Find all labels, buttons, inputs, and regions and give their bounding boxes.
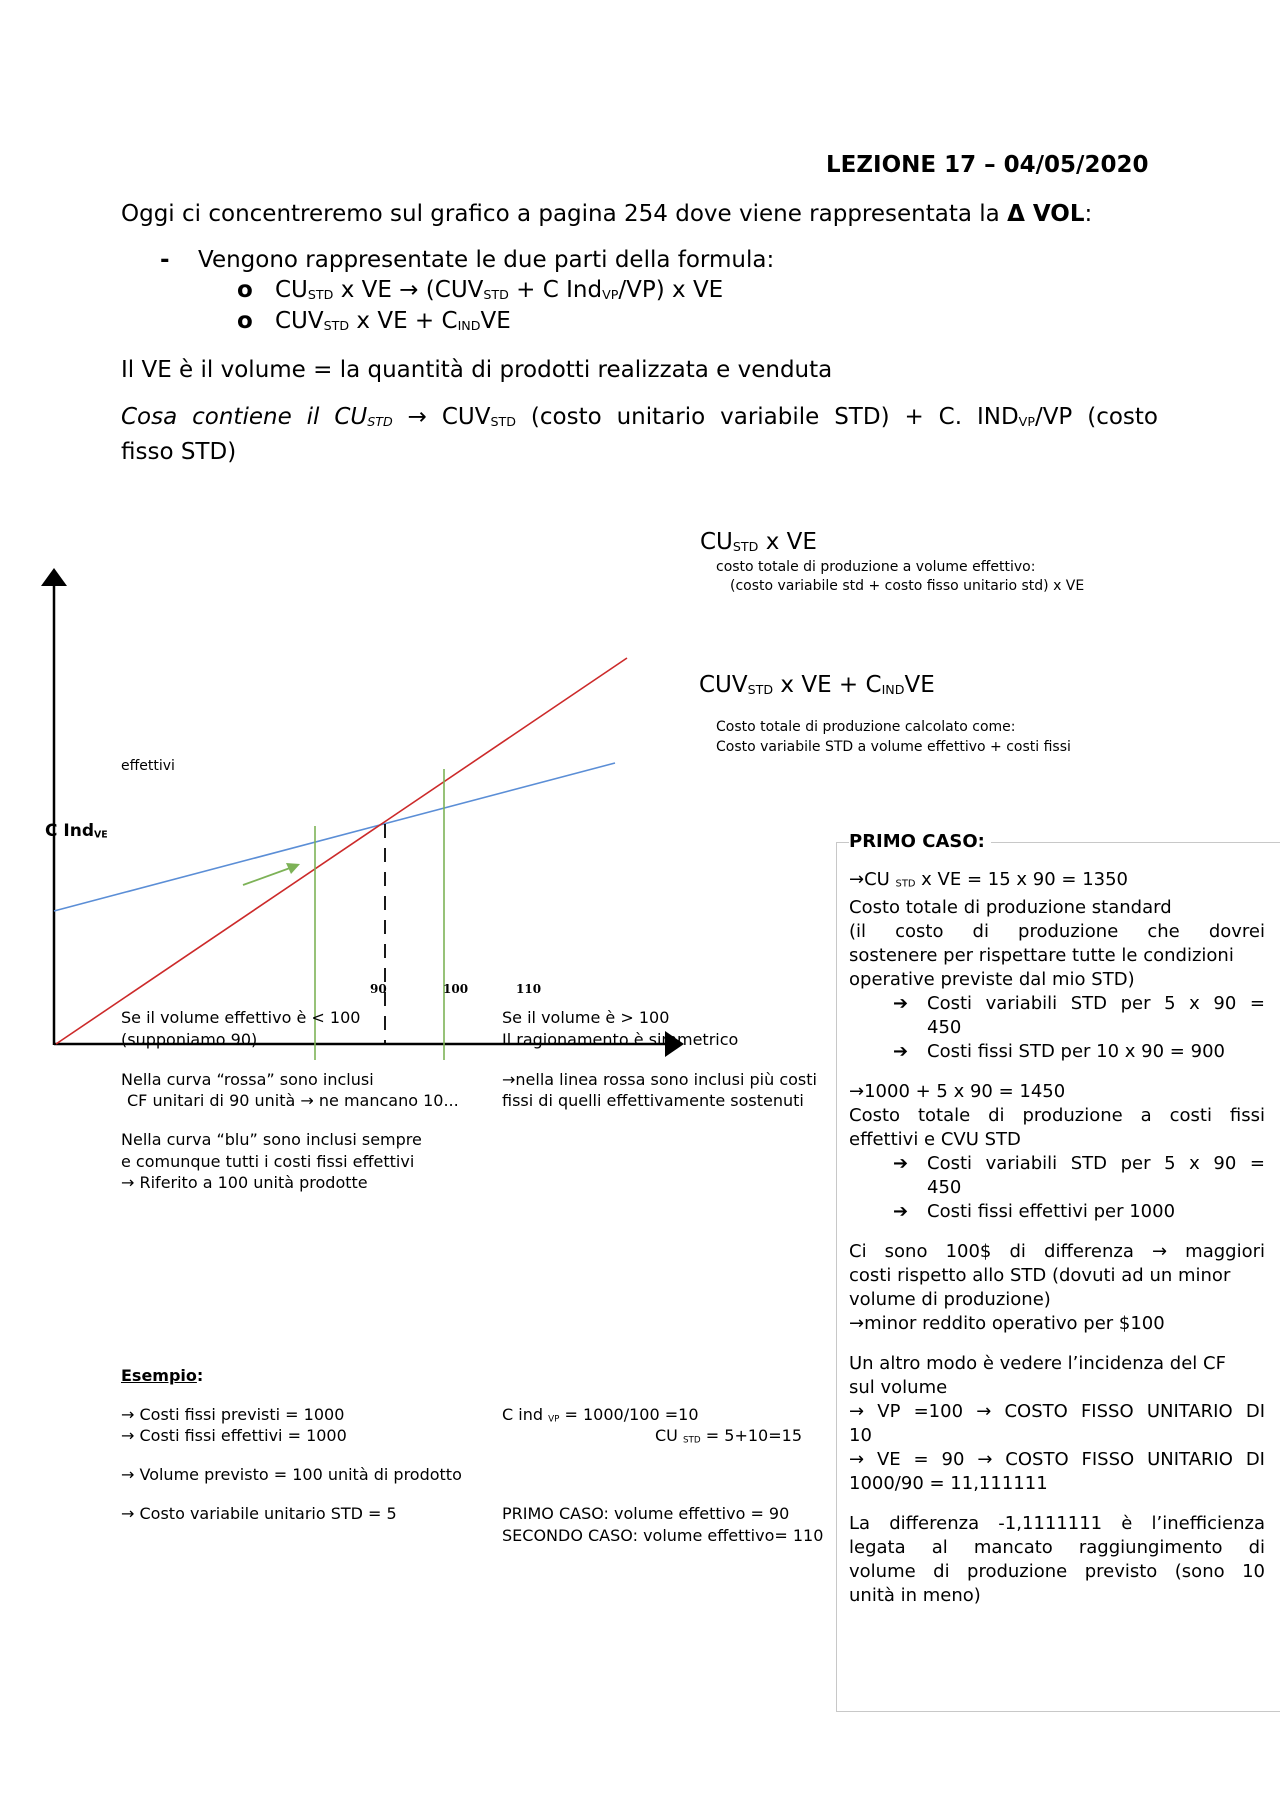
box-u3: → VP =100 → COSTO FISSO UNITARIO DI (849, 1401, 1265, 1423)
box-q2: Costo totale di produzione a costi fissi (849, 1105, 1265, 1127)
tick-label-100: 100 (443, 982, 469, 996)
box-e1: La differenza -1,1111111 è l’inefficienza (849, 1513, 1265, 1535)
y-axis-label-text: C Ind (45, 821, 94, 841)
arrow-icon: ➔ (893, 1201, 909, 1223)
note-right-2: Il ragionamento è simmetrico (502, 1030, 739, 1049)
box-u6: 1000/90 = 11,111111 (849, 1473, 1048, 1495)
legend-blue-formula (699, 670, 935, 705)
ve-definition: Il VE è il volume = la quantità di prodotti realizzata e venduta (121, 357, 833, 383)
legend-blue-desc1: Costo totale di produzione calcolato come: (716, 719, 1016, 735)
delta-vol: Δ VOL (1007, 201, 1085, 227)
legend-blue-desc2: Costo variabile STD a volume effettivo + costi fissi (716, 739, 1071, 755)
ex-r2-sub: STD (682, 1435, 701, 1446)
ex-r2a: CU (655, 1426, 683, 1445)
bullet-dash: - (160, 247, 170, 273)
box-q1: →1000 + 5 x 90 = 1450 (849, 1081, 1066, 1103)
sub-bullet: o (237, 308, 253, 334)
note-left-3: Nella curva “rossa” sono inclusi (121, 1070, 374, 1089)
box-p1b: x VE = 15 x 90 = 1350 (915, 869, 1128, 890)
box-d1: Ci sono 100$ di differenza → maggiori (849, 1241, 1265, 1263)
ex-r1b: = 1000/100 =10 (559, 1405, 699, 1424)
esempio-cu (655, 1425, 802, 1451)
f1-d: /VP) x VE (618, 277, 724, 303)
legend-red-desc1: costo totale di produzione a volume effettivo: (716, 559, 1036, 575)
esempio-title: Esempio (121, 1366, 197, 1385)
box-gap (849, 1064, 1265, 1080)
f1-b-sub: STD (483, 286, 509, 302)
red-cost-line (56, 658, 627, 1044)
note-right-1: Se il volume è > 100 (502, 1008, 670, 1027)
esempio-heading (121, 1365, 203, 1387)
y-axis-arrow (41, 568, 67, 586)
box-s1 (849, 992, 1265, 1040)
legend-red-desc2: (costo variabile std + costo fisso unitario std) x VE (730, 578, 1085, 594)
box-s1a: Costi variabili STD per 5 x 90 = (927, 993, 1265, 1015)
box-gap (849, 1496, 1265, 1512)
lr-a-sub: STD (732, 538, 759, 554)
tick-label-90: 90 (370, 982, 387, 996)
note-left-2: (supponiamo 90) (121, 1030, 258, 1049)
note-left-1: Se il volume effettivo è < 100 (121, 1008, 361, 1027)
box-d2: costi rispetto allo STD (dovuti ad un minor (849, 1265, 1231, 1287)
lb-c: VE (904, 672, 935, 698)
box-s1b: 450 (927, 1017, 962, 1039)
esempio-secondo-caso: SECONDO CASO: volume effettivo= 110 (502, 1526, 824, 1545)
cu-ital-sub: STD (367, 413, 393, 429)
box-s3 (849, 1152, 1265, 1200)
esempio-colon: : (196, 1366, 204, 1385)
f1-c: + C Ind (508, 277, 603, 303)
ex-r1-sub: VP (548, 1414, 560, 1425)
box-e2: legata al mancato raggiungimento di (849, 1537, 1265, 1559)
box-p4: sostenere per rispettare tutte le condizioni (849, 945, 1234, 967)
box-d4: →minor reddito operativo per $100 (849, 1313, 1165, 1335)
box-u4: 10 (849, 1425, 872, 1447)
box-s3b: 450 (927, 1177, 962, 1199)
f2-b-sub: IND (457, 317, 481, 333)
note-left-4: CF unitari di 90 unità → ne mancano 10... (127, 1091, 459, 1110)
cu-d: /VP (costo (1034, 404, 1158, 430)
y-axis-label (45, 821, 108, 841)
sub-bullet: o (237, 277, 253, 303)
f1-a-sub: STD (307, 286, 334, 302)
arrow-icon: ➔ (893, 993, 909, 1015)
cu-arrow: → (392, 404, 442, 430)
lb-a: CUV (699, 672, 748, 698)
cu-ital: Cosa contiene il CU (121, 404, 368, 430)
lr-b: x VE (758, 529, 817, 555)
box-e4: unità in meno) (849, 1585, 981, 1607)
esempio-item-4: → Costo variabile unitario STD = 5 (121, 1504, 397, 1523)
cu-definition-line2: fisso STD) (121, 438, 237, 465)
box-p2: Costo totale di produzione standard (849, 897, 1172, 919)
note-right-3: →nella linea rossa sono inclusi più costi (502, 1070, 817, 1089)
bullet-text: Vengono rappresentate le due parti della formula: (198, 247, 775, 273)
lb-b: x VE + C (773, 672, 882, 698)
intro-colon: : (1084, 201, 1093, 227)
f1-a: CU (275, 277, 308, 303)
esempio-item-3: → Volume previsto = 100 unità di prodotto (121, 1465, 462, 1484)
cu-c: (costo unitario variabile STD) + C. IND (530, 404, 1019, 430)
note-left-5: Nella curva “blu” sono inclusi sempre (121, 1130, 422, 1149)
primo-caso-title-text: PRIMO CASO: (849, 830, 991, 854)
ex-r1a: C ind (502, 1405, 549, 1424)
f2-c: VE (480, 308, 511, 334)
box-gap (849, 1336, 1265, 1352)
box-s4 (849, 1200, 1265, 1224)
page-title: LEZIONE 17 – 04/05/2020 (826, 152, 1149, 178)
lb-a-sub: STD (747, 681, 774, 697)
ex-r2b: = 5+10=15 (700, 1426, 802, 1445)
box-u2: sul volume (849, 1377, 948, 1399)
intro-text: Oggi ci concentreremo sul grafico a pagina 254 dove viene rappresentata la (121, 201, 1008, 227)
box-p3: (il costo di produzione che dovrei (849, 921, 1265, 943)
f1-c-sub: VP (602, 286, 619, 302)
esempio-item-2: → Costi fissi effettivi = 1000 (121, 1426, 347, 1445)
primo-caso-title (849, 830, 1265, 854)
blue-cost-line (54, 763, 615, 911)
arrow-icon: ➔ (893, 1153, 909, 1175)
box-u5: → VE = 90 → COSTO FISSO UNITARIO DI (849, 1449, 1265, 1471)
f2-a-sub: STD (323, 317, 350, 333)
f2-a: CUV (275, 308, 324, 334)
tick-label-110: 110 (516, 982, 542, 996)
box-p1-sub: STD (895, 878, 916, 890)
cu-b-sub: STD (490, 413, 516, 429)
cu-c-sub: VP (1018, 413, 1035, 429)
y-axis-label-sub: VE (94, 829, 108, 841)
box-p1 (849, 868, 1265, 896)
box-q3: effettivi e CVU STD (849, 1129, 1021, 1151)
box-p1a: →CU (849, 869, 896, 890)
primo-caso-content (849, 830, 1265, 1608)
box-s3a: Costi variabili STD per 5 x 90 = (927, 1153, 1265, 1175)
note-right-4: fissi di quelli effettivamente sostenuti (502, 1091, 804, 1110)
arrow-icon: ➔ (893, 1041, 909, 1063)
effettivi-label: effettivi (121, 758, 175, 774)
box-u1: Un altro modo è vedere l’incidenza del CF (849, 1353, 1226, 1375)
box-d3: volume di produzione) (849, 1289, 1051, 1311)
lr-a: CU (700, 529, 733, 555)
note-left-7: → Riferito a 100 unità prodotte (121, 1173, 368, 1192)
box-p5: operative previste dal mio STD) (849, 969, 1135, 991)
box-s2 (849, 1040, 1265, 1064)
box-s4-text: Costi fissi effettivi per 1000 (927, 1201, 1176, 1223)
esempio-primo-caso: PRIMO CASO: volume effettivo = 90 (502, 1504, 790, 1523)
green-arrow (243, 868, 290, 885)
f2-b: x VE + C (349, 308, 458, 334)
esempio-item-1: → Costi fissi previsti = 1000 (121, 1405, 345, 1424)
box-e3: volume di produzione previsto (sono 10 (849, 1561, 1265, 1583)
box-s2-text: Costi fissi STD per 10 x 90 = 900 (927, 1041, 1225, 1063)
note-left-6: e comunque tutti i costi fissi effettivi (121, 1152, 415, 1171)
cu-b: CUV (441, 404, 491, 430)
box-gap (849, 1224, 1265, 1240)
f1-b: x VE → (CUV (333, 277, 484, 303)
lb-b-sub: IND (881, 681, 905, 697)
